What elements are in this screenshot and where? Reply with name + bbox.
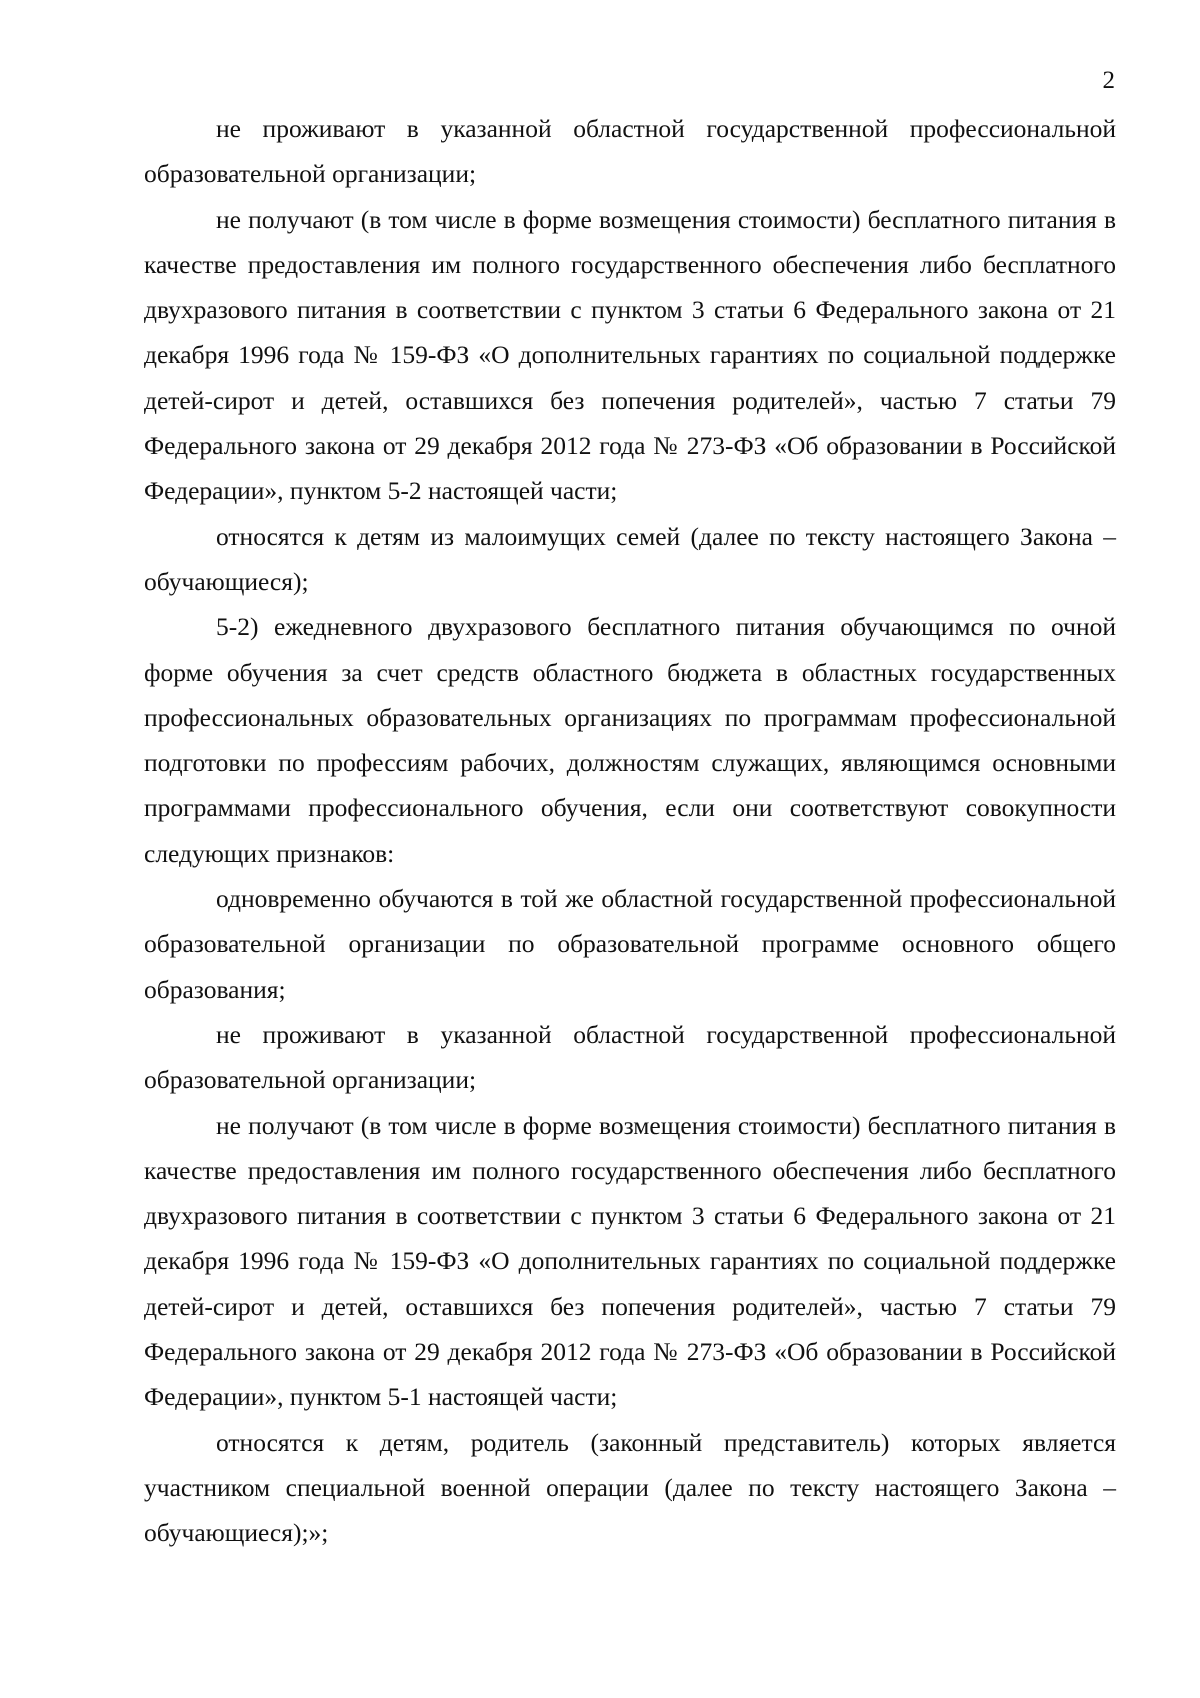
paragraph-1: не проживают в указанной областной государственной профессиональной образовательной организации;: [144, 114, 1116, 189]
paragraph-8: относятся к детям, родитель (законный представитель) которых является участником специальной военной операции (далее по тексту настоящего Закона – обучающиеся);»;: [144, 1427, 1116, 1548]
paragraph-7: не получают (в том числе в форме возмещения стоимости) бесплатного питания в качестве предоставления им полного государственного обеспечения либо бесплатного двухразового питания в соответствии с пунктом 3 статьи 6 Федерального закона от 21 декабря 1996 года № 159-ФЗ «О дополнительных гарантиях по социальной поддержке детей-сирот и детей, оставшихся без попечения родителей», частью 7 статьи 79 Федерального закона от 29 декабря 2012 года № 273-ФЗ «Об образовании в Российской Федерации», пунктом 5-1 настоящей части;: [144, 1110, 1116, 1412]
document-body: [144, 106, 1116, 1556]
paragraph-2: не получают (в том числе в форме возмещения стоимости) бесплатного питания в качестве предоставления им полного государственного обеспечения либо бесплатного двухразового питания в соответствии с пунктом 3 статьи 6 Федерального закона от 21 декабря 1996 года № 159-ФЗ «О дополнительных гарантиях по социальной поддержке детей-сирот и детей, оставшихся без попечения родителей», частью 7 статьи 79 Федерального закона от 29 декабря 2012 года № 273-ФЗ «Об образовании в Российской Федерации», пунктом 5-2 настоящей части;: [144, 204, 1116, 506]
paragraph-4: 5-2) ежедневного двухразового бесплатного питания обучающимся по очной форме обучения за счет средств областного бюджета в областных государственных профессиональных образовательных организациях по программам профессиональной подготовки по профессиям рабочих, должностям служащих, являющимся основными программами профессионального обучения, если они соответствуют совокупности следующих признаков:: [144, 612, 1116, 868]
page-number: 2: [1102, 67, 1115, 94]
paragraph-6: не проживают в указанной областной государственной профессиональной образовательной организации;: [144, 1019, 1116, 1095]
paragraph-5: одновременно обучаются в той же областной государственной профессиональной образовательной организации по образовательной программе основного общего образования;: [144, 884, 1116, 1004]
paragraph-3: относятся к детям из малоимущих семей (далее по тексту настоящего Закона – обучающиеся);: [144, 521, 1116, 596]
